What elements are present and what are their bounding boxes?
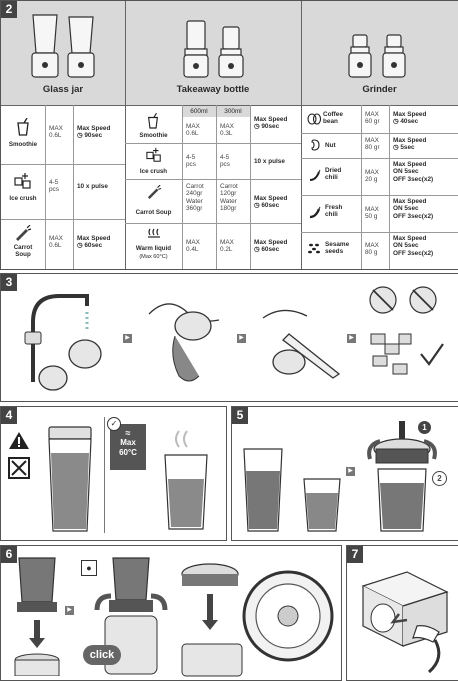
takeaway-warm-liquid-note: (Max 60°C) [139,254,168,260]
check-icon: ✓ [107,417,121,431]
grinder-sesame-label: Sesame seeds [325,241,350,256]
warm-liquid-icon [147,227,161,239]
section-6-attach-to-base [0,545,342,681]
nut-icon [308,139,320,151]
section-3-prepare-ingredients [0,273,458,402]
warning-icon [8,431,30,450]
takeaway-smoothie-label: Smoothie [139,132,168,139]
max-temp-label-1: Max [120,438,136,447]
ice-crush-icon [13,172,33,190]
max-temp-badge: ≈ Max 60°C [110,424,146,470]
glass-carrot-soup-speed: Max Speed ◷ 60sec [77,235,111,250]
glass-ice-crush-max: 4-5 pcs [49,179,59,194]
section-number: 5 [232,407,248,424]
blade-base-closeup-illustration [176,554,336,678]
glass-smoothie-label: Smoothie [8,141,38,148]
takeaway-bottle-blender-image [181,17,247,79]
takeaway-carrot-soup-label: Carrot Soup [135,209,172,216]
takeaway-carrot-soup-speed: Max Speed ◷ 60sec [254,195,288,210]
carrot-soup-icon [146,185,162,199]
grinder-dried-chili-max: MAX 20 g [365,169,379,184]
glass-ice-crush-label: Ice crush [9,195,37,202]
section-5-assemble-bottle [231,406,458,541]
takeaway-ice-crush-300: 4-5 pcs [220,154,230,169]
takeaway-warm-liquid-600: MAX 0.4L [186,239,200,254]
step-arrow-icon: ▶ [65,606,74,615]
overfilled-bottle-illustration [43,425,97,535]
section-number: 2 [1,1,17,18]
plug-into-socket-illustration [355,560,453,676]
step-arrow-icon: ▶ [347,334,356,343]
place-bottle-on-base-illustration [11,554,63,676]
glass-carrot-soup-max: MAX 0.6L [49,235,63,250]
section-number: 7 [347,546,363,563]
click-badge: click [83,645,121,665]
grinder-sesame-max: MAX 80 g [365,242,379,257]
glass-jar-blender-image [27,13,101,79]
step-arrow-icon: ▶ [123,334,132,343]
takeaway-carrot-soup-600: Carrot 240gr Water 360gr [186,183,204,213]
grinder-blender-image [347,33,409,79]
grinder-coffee-max: MAX 60 gr [365,111,380,126]
takeaway-ice-crush-label: Ice crush [139,168,168,175]
step-arrow-icon: ▶ [237,334,246,343]
section-number: 4 [1,407,17,424]
coffee-bean-icon [307,113,321,125]
grinder-fresh-chili-speed: Max Speed ON 5sec OFF 3sec(x2) [393,198,434,220]
glass-jar-title: Glass jar [42,84,84,95]
grinder-sesame-speed: Max Speed ON 5sec OFF 3sec(x2) [393,235,434,257]
glass-carrot-soup-label: Carrot Soup [13,244,33,258]
takeaway-warm-liquid-label: Warm liquid [135,245,172,252]
section-number: 6 [1,546,17,563]
grinder-nut-max: MAX 80 gr [365,137,380,152]
smoothie-icon [15,118,31,136]
ice-crush-icon [145,147,163,163]
prohibited-icon [8,457,30,479]
grinder-nut-speed: Max Speed ◷ 5sec [393,137,427,152]
lock-icon: ● [81,560,97,576]
grinder-fresh-chili-label: Fresh chili [325,204,343,219]
takeaway-ice-crush-speed: 10 x pulse [254,158,285,165]
peel-fruit-illustration [141,284,233,392]
takeaway-smoothie-speed: Max Speed ◷ 90sec [254,116,288,131]
takeaway-col2-header: 300ml [224,108,242,115]
glass-smoothie-speed: Max Speed ◷ 90sec [77,125,111,140]
takeaway-col1-header: 600ml [190,108,208,115]
takeaway-warm-liquid-300: MAX 0.2L [220,239,234,254]
smoothie-icon [146,113,160,129]
section-7-plug-in [346,545,458,681]
section-4-temperature-warning [0,406,227,541]
grinder-fresh-chili-max: MAX 50 g [365,206,379,221]
takeaway-smoothie-600: MAX 0.6L [186,123,200,138]
filled-bottle-small-illustration [302,477,342,533]
section-number: 3 [1,274,17,291]
grinder-dried-chili-label: Dried chili [325,167,342,182]
sesame-seeds-icon [307,242,321,255]
callout-2: 2 [432,471,447,486]
filled-bottle-large-illustration [242,447,284,533]
section-2-usage-table [0,0,458,270]
dried-chili-icon [308,169,321,182]
grinder-nut-label: Nut [325,142,336,149]
warm-liquid-bottle-illustration [161,427,211,533]
takeaway-carrot-soup-300: Carrot 120gr Water 180gr [220,183,238,213]
takeaway-bottle-title: Takeaway bottle [176,84,250,95]
wash-fruit-illustration [15,282,115,394]
grinder-dried-chili-speed: Max Speed ON 5sec OFF 3sec(x2) [393,161,434,183]
step-arrow-icon: ▶ [346,467,355,476]
remove-pits-illustration [363,284,451,394]
takeaway-ice-crush-600: 4-5 pcs [186,154,196,169]
callout-1: 1 [418,421,431,434]
max-temp-label-2: 60°C [119,448,137,457]
cut-fruit-illustration [253,288,345,388]
fresh-chili-icon [308,206,321,219]
takeaway-smoothie-300: MAX 0.3L [220,123,234,138]
grinder-title: Grinder [362,84,397,95]
takeaway-warm-liquid-speed: Max Speed ◷ 60sec [254,239,288,254]
carrot-soup-icon [14,225,32,241]
glass-ice-crush-speed: 10 x pulse [77,183,108,190]
glass-smoothie-max: MAX 0.6L [49,125,63,140]
grinder-coffee-speed: Max Speed ◷ 40sec [393,111,427,126]
grinder-coffee-label: Coffee bean [323,111,343,126]
